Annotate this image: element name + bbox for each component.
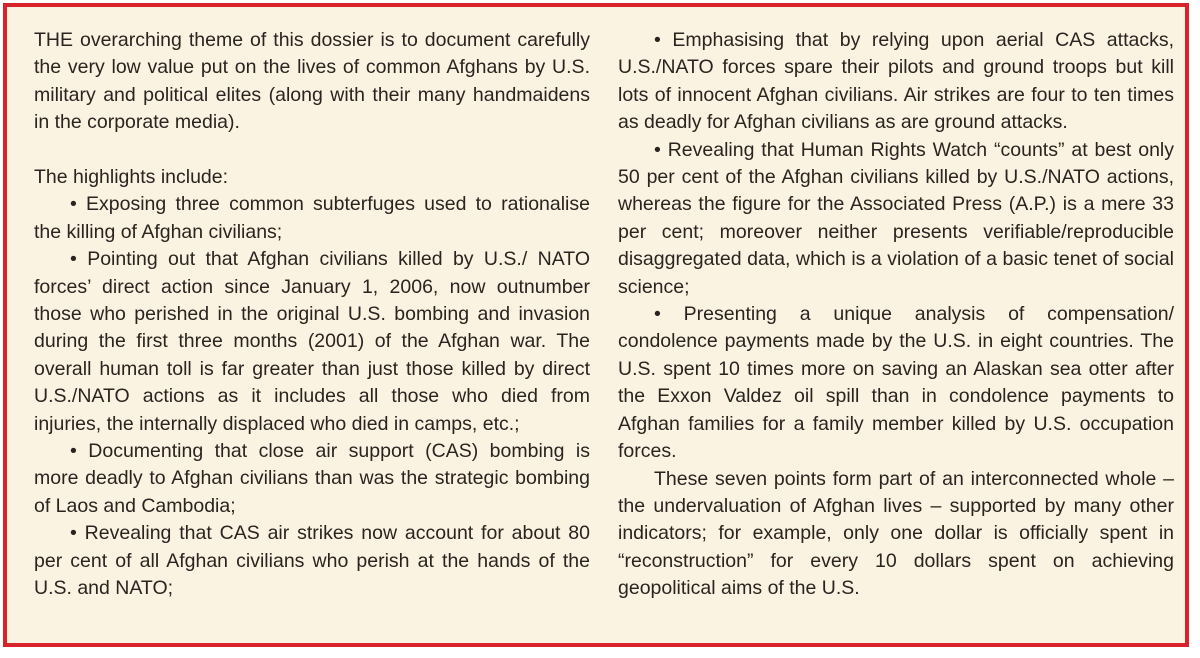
left-column xyxy=(34,27,590,603)
dossier-text-box xyxy=(3,3,1189,647)
intro-paragraph: THE overarching theme of this dossier is to document carefully the very low value put on the lives of common Afghans by U.S. military and political elites (along with their many handmaidens in the corporate media). xyxy=(34,29,590,134)
bullet-item: • Revealing that CAS air strikes now account for about 80 per cent of all Afghan civilians who perish at the hands of the U.S. and NATO; xyxy=(34,522,590,600)
bullet-item: • Documenting that close air support (CAS) bombing is more deadly to Afghan civilians than was the strategic bombing of Laos and Cambodia; xyxy=(34,440,590,517)
bullet-item: • Presenting a unique analysis of compensation/ condolence payments made by the U.S. in eight countries. The U.S. spent 10 times more on saving an Alaskan sea otter after the Exxon Valdez oil spill than in condolence payments to Afghan families for a family member killed by U.S. occupation forces. xyxy=(618,303,1174,463)
bullet-item: • Emphasising that by relying upon aerial CAS attacks, U.S./NATO forces spare their pilots and ground troops but kill lots of innocent Afghan civilians. Air strikes are four to ten times as deadly for Afghan civilians as are ground attacks. xyxy=(618,29,1174,134)
bullet-item: • Pointing out that Afghan civilians killed by U.S./ NATO forces’ direct action since January 1, 2006, now outnumber those who perished in the original U.S. bombing and invasion during the first three months (2001) of the Afghan war. The overall human toll is far greater than just those killed by direct U.S./NATO actions as it includes all those who died from injuries, the internally displaced who died in camps, etc.; xyxy=(34,248,590,435)
bullet-item: • Revealing that Human Rights Watch “counts” at best only 50 per cent of the Afghan civilians killed by U.S./NATO actions, whereas the figure for the Associated Press (A.P.) is a mere 33 per cent; moreover neither presents verifiable/reproducible disaggregated data, which is a violation of a basic tenet of social science; xyxy=(618,138,1174,298)
right-column xyxy=(618,27,1174,603)
paragraph-gap xyxy=(34,137,590,164)
highlights-heading: The highlights include: xyxy=(34,166,229,189)
bullet-item: • Exposing three common subterfuges used to rationalise the killing of Afghan civilians; xyxy=(34,193,590,243)
closing-paragraph: These seven points form part of an interconnected whole – the undervaluation of Afghan lives – supported by many other indicators; for example, only one dollar is officially spent in “reconstruction” for every 10 dollars spent on achieving geopolitical aims of the U.S. xyxy=(618,467,1174,600)
